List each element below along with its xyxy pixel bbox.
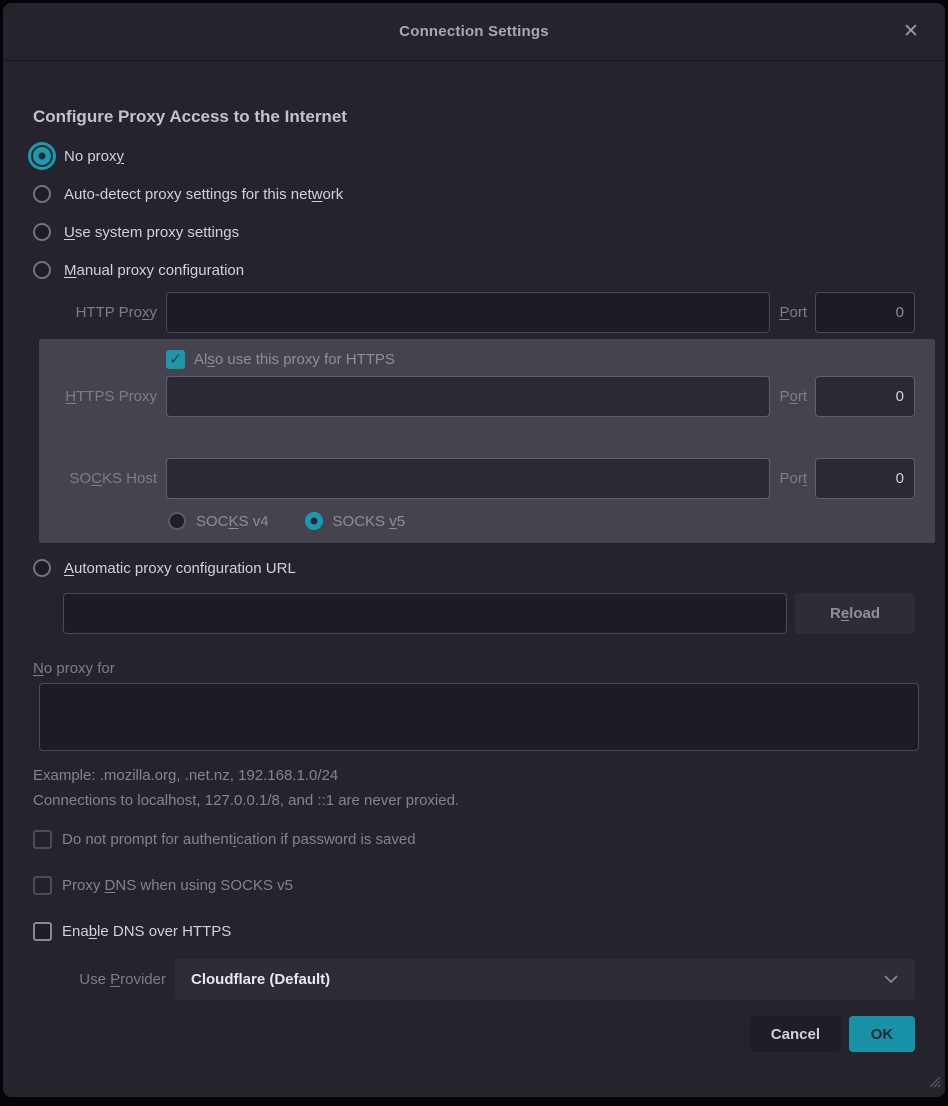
https-proxy-input[interactable] (166, 376, 770, 417)
radio-auto-url[interactable] (33, 559, 51, 577)
manual-proxy-highlight-section (39, 339, 935, 543)
also-https-checkbox[interactable] (166, 350, 185, 369)
doh-provider-value: Cloudflare (Default) (191, 971, 331, 988)
socks-host-label: SOCKS Host (69, 470, 157, 487)
no-proxy-for-label: No proxy for (33, 660, 115, 677)
radio-auto-detect-label: Auto-detect proxy settings for this network (64, 185, 344, 203)
radio-system-proxy-label: Use system proxy settings (64, 223, 240, 241)
doh-provider-row (33, 959, 915, 1000)
no-proxy-example-text: Example: .mozilla.org, .net.nz, 192.168.1.0/24 (33, 767, 339, 784)
ok-button[interactable]: OK (849, 1016, 915, 1052)
enable-doh-checkbox[interactable] (33, 922, 52, 941)
radio-socks-v5-label: SOCKS v5 (332, 512, 406, 530)
titlebar (3, 3, 945, 61)
http-port-input[interactable] (815, 292, 915, 333)
chevron-down-icon (883, 971, 899, 989)
radio-row-auto-url[interactable] (33, 549, 915, 587)
no-proxy-note-text: Connections to localhost, 127.0.0.1/8, and ::1 are never proxied. (33, 792, 460, 809)
radio-manual-proxy[interactable] (33, 261, 51, 279)
radio-no-proxy-label: No proxy (64, 147, 125, 165)
socks-host-input[interactable] (166, 458, 770, 499)
connection-settings-dialog (3, 3, 945, 1097)
cancel-button[interactable]: Cancel (750, 1016, 841, 1052)
http-proxy-label: HTTP Proxy (75, 304, 157, 321)
auto-url-row (63, 593, 915, 634)
http-proxy-input[interactable] (166, 292, 770, 333)
radio-auto-detect[interactable] (33, 185, 51, 203)
doh-provider-select[interactable] (175, 959, 915, 1000)
auto-url-input[interactable] (63, 593, 787, 634)
page-title: Connection Settings (399, 23, 549, 40)
checkmark-icon: ✓ (169, 350, 182, 368)
radio-no-proxy[interactable] (33, 147, 51, 165)
resize-grip-icon[interactable] (928, 1075, 941, 1093)
no-prompt-checkbox[interactable] (33, 830, 52, 849)
section-heading: Configure Proxy Access to the Internet (33, 107, 347, 126)
radio-row-system-proxy[interactable] (33, 213, 915, 251)
http-port-label: Port (779, 304, 807, 321)
socks-version-row (168, 507, 915, 535)
socks-port-label: Port (779, 470, 807, 487)
https-port-input[interactable] (815, 376, 915, 417)
proxy-dns-checkbox[interactable] (33, 876, 52, 895)
https-proxy-label: HTTPS Proxy (65, 388, 157, 405)
option-row-enable-doh[interactable] (33, 915, 915, 947)
reload-button[interactable]: Reload (795, 593, 915, 634)
socks-host-row (39, 458, 915, 499)
also-https-row[interactable] (166, 345, 915, 373)
https-proxy-row (39, 376, 915, 417)
dialog-footer (33, 1016, 915, 1052)
http-proxy-row (33, 292, 915, 333)
radio-auto-url-label: Automatic proxy configuration URL (64, 559, 296, 577)
no-prompt-label: Do not prompt for authentication if password is saved (62, 830, 416, 848)
no-proxy-for-textarea[interactable] (39, 683, 919, 751)
radio-row-no-proxy[interactable] (33, 137, 915, 175)
radio-socks-v4[interactable] (168, 512, 186, 530)
close-icon[interactable]: ✕ (897, 17, 925, 45)
enable-doh-label: Enable DNS over HTTPS (62, 922, 232, 940)
radio-row-auto-detect[interactable] (33, 175, 915, 213)
radio-system-proxy[interactable] (33, 223, 51, 241)
radio-row-manual-proxy[interactable] (33, 251, 915, 289)
proxy-dns-label: Proxy DNS when using SOCKS v5 (62, 876, 293, 894)
socks-port-input[interactable] (815, 458, 915, 499)
option-row-proxy-dns[interactable] (33, 869, 915, 901)
radio-manual-proxy-label: Manual proxy configuration (64, 261, 245, 279)
use-provider-label: Use Provider (79, 971, 166, 988)
radio-socks-v5[interactable] (305, 512, 323, 530)
https-port-label: Port (779, 388, 807, 405)
dialog-content (3, 107, 945, 1052)
option-row-no-prompt[interactable] (33, 823, 915, 855)
also-https-label: Also use this proxy for HTTPS (194, 350, 395, 368)
radio-socks-v4-label: SOCKS v4 (196, 512, 269, 530)
